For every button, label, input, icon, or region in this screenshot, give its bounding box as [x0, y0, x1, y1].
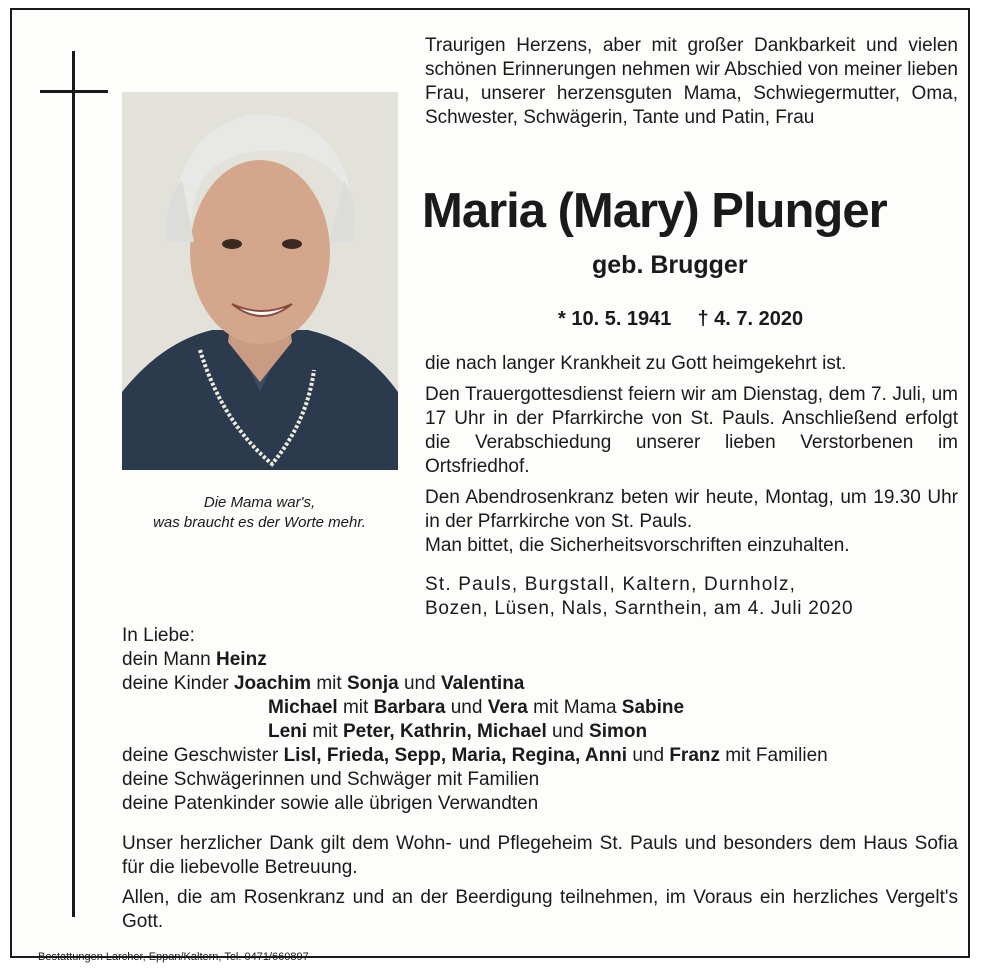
husband-name: Heinz	[216, 649, 267, 670]
safety-note: Man bittet, die Sicherheitsvorschriften einzuhalten.	[425, 535, 850, 556]
siblings-row: deine Geschwister Lisl, Frieda, Sepp, Maria, Regina, Anni und Franz mit Familien	[122, 745, 828, 766]
birth-date: * 10. 5. 1941	[558, 308, 672, 330]
places-line-2: Bozen, Lüsen, Nals, Sarnthein, am 4. Juli 2020	[425, 598, 854, 619]
thanks-section	[122, 832, 958, 940]
places-and-date	[425, 573, 958, 621]
death-date: † 4. 7. 2020	[697, 308, 804, 330]
thanks-attendees: Allen, die am Rosenkranz und an der Beerdigung teilnehmen, im Voraus ein herzliches Vergelt's Gott.	[122, 887, 958, 932]
children-row-1: deine Kinder Joachim mit Sonja und Valentina	[122, 673, 525, 694]
cross-icon-bar	[40, 90, 108, 93]
return-to-god-text: die nach langer Krankheit zu Gott heimgekehrt ist.	[425, 353, 847, 374]
life-dates	[558, 306, 803, 332]
cross-icon	[72, 51, 75, 917]
service-details	[425, 352, 958, 558]
children-row-3: Leni mit Peter, Kathrin, Michael und Simon	[268, 721, 648, 742]
godchildren-row: deine Patenkinder sowie alle übrigen Verwandten	[122, 793, 539, 814]
funeral-home-contact: Bestattungen Larcher, Eppan/Kaltern, Tel. 0471/660897	[38, 951, 309, 963]
husband-row: dein Mann Heinz	[122, 649, 267, 670]
in-love-heading: In Liebe:	[122, 625, 195, 646]
rosary-text: Den Abendrosenkranz beten wir heute, Montag, um 19.30 Uhr in der Pfarrkirche von St. Pauls.	[425, 487, 958, 532]
intro-text: Traurigen Herzens, aber mit großer Dankbarkeit und vielen schönen Erinnerungen nehmen wir Abschied von meiner lieben Frau, unserer herzensguten Mama, Schwiegermutter, Oma, Schwester, Schwägerin, Tante und Patin, Frau	[425, 35, 958, 128]
portrait-photo	[122, 92, 398, 470]
photo-caption	[112, 493, 407, 533]
deceased-name: Maria (Mary) Plunger	[422, 184, 887, 238]
funeral-service-text: Den Trauergottesdienst feiern wir am Dienstag, dem 7. Juli, um 17 Uhr in der Pfarrkirche von St. Pauls. Anschließend erfolgt die Verabschiedung unserer lieben Verstorbenen im Ortsfriedhof.	[425, 384, 958, 477]
thanks-care-home: Unser herzlicher Dank gilt dem Wohn- und Pflegeheim St. Pauls und besonders dem Haus Sofia für die liebevolle Betreuung.	[122, 833, 958, 878]
caption-line-2: was braucht es der Worte mehr.	[153, 514, 366, 531]
obituary-notice	[10, 8, 970, 963]
mourners-list	[122, 624, 962, 816]
places-line-1: St. Pauls, Burgstall, Kaltern, Durnholz,	[425, 574, 797, 595]
in-laws-row: deine Schwägerinnen und Schwäger mit Familien	[122, 769, 540, 790]
children-row-2: Michael mit Barbara und Vera mit Mama Sabine	[268, 697, 685, 718]
maiden-name: geb. Brugger	[592, 251, 748, 279]
caption-line-1: Die Mama war's,	[203, 494, 316, 511]
